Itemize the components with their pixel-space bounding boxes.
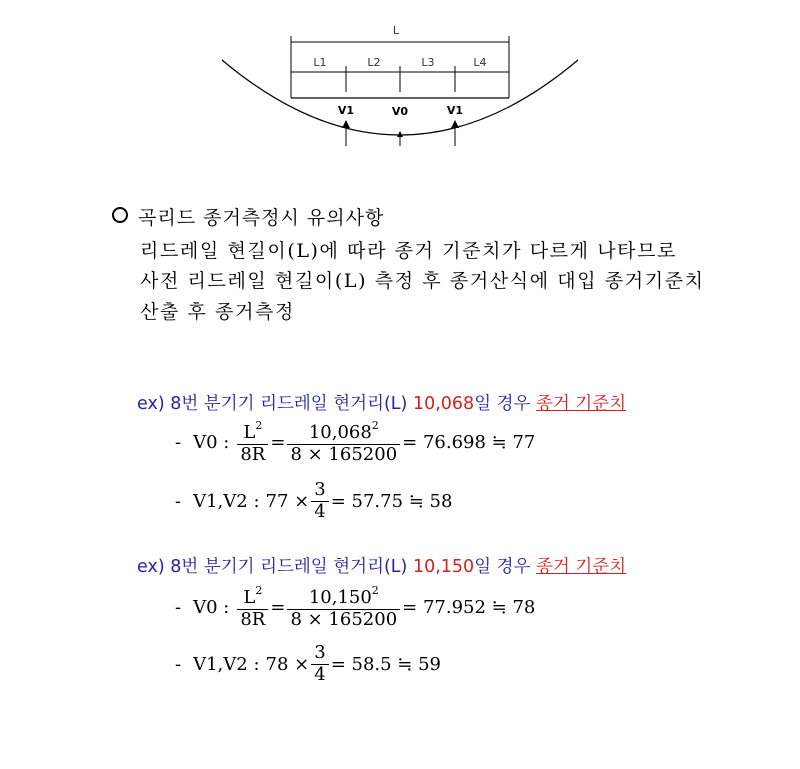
- formula-dash: -: [175, 490, 182, 512]
- frac-denominator: 8R: [237, 609, 268, 631]
- total-length-label: L: [392, 24, 400, 37]
- segment-label-l3: L3: [421, 56, 435, 69]
- example-1-target: 종거 기준치: [536, 394, 627, 414]
- example-2-middle: 일 경우: [474, 557, 537, 577]
- frac-exponent: 2: [255, 584, 263, 597]
- circle-bullet-icon: [112, 207, 128, 223]
- segment-label-l1: L1: [313, 56, 327, 69]
- body-line-2: 사전 리드레일 현길이(L) 측정 후 종거산식에 대입 종거기준치: [140, 270, 705, 292]
- fraction-value: [287, 420, 400, 465]
- example-1-line: [137, 390, 626, 415]
- example-1-v0-formula: [175, 420, 535, 465]
- fraction-three-quarters: [311, 643, 328, 685]
- example-1-v12-formula: [175, 480, 452, 522]
- formula-base: 78 ×: [265, 653, 310, 675]
- frac-numerator: 10,150: [308, 587, 372, 608]
- formula-result: = 77.952 ≒ 78: [402, 597, 536, 619]
- fraction-three-quarters: [311, 480, 328, 522]
- frac-denominator: 4: [311, 501, 328, 523]
- formula-result: = 76.698 ≒ 77: [402, 432, 536, 454]
- arrow-right: [451, 120, 459, 146]
- frac-numerator: 3: [314, 479, 326, 500]
- frac-numerator: L: [243, 422, 256, 443]
- heading-text: 곡리드 종거측정시 유의사항: [138, 207, 385, 229]
- example-2-line: [137, 553, 626, 578]
- frac-exponent: 2: [371, 584, 379, 597]
- formula-label: V1,V2 :: [193, 653, 260, 675]
- formula-label: V0 :: [193, 432, 230, 454]
- frac-denominator: 4: [311, 664, 328, 686]
- frac-denominator: 8R: [237, 444, 268, 466]
- formula-dash: -: [175, 653, 182, 675]
- example-1-middle: 일 경우: [474, 394, 537, 414]
- frac-denominator: 8 × 165200: [287, 609, 400, 631]
- arrow-center: [397, 131, 403, 146]
- example-2-v12-formula: [175, 643, 441, 685]
- point-label-v0: V0: [391, 105, 409, 118]
- equals-sign: =: [270, 432, 286, 454]
- fraction-value: [287, 585, 400, 630]
- formula-result: = 57.75 ≒ 58: [330, 490, 453, 512]
- example-2-v0-formula: [175, 585, 535, 630]
- formula-label: V1,V2 :: [193, 490, 260, 512]
- segment-label-l4: L4: [473, 56, 487, 69]
- example-2-prefix: ex) 8번 분기기 리드레일 현거리(L): [137, 557, 413, 577]
- example-2-length: 10,150: [412, 557, 475, 577]
- frac-numerator: 3: [314, 642, 326, 663]
- formula-result: = 58.5 ≒ 59: [330, 653, 441, 675]
- arrow-left: [342, 120, 350, 146]
- body-line-3: 산출 후 종거측정: [140, 301, 295, 323]
- fraction-l-squared-over-8r: [237, 585, 268, 630]
- frac-numerator: L: [243, 587, 256, 608]
- formula-dash: -: [175, 432, 182, 454]
- example-1-length: 10,068: [412, 394, 475, 414]
- example-2-target: 종거 기준치: [536, 557, 627, 577]
- frac-exponent: 2: [371, 419, 379, 432]
- fraction-l-squared-over-8r: [237, 420, 268, 465]
- point-label-v1-left: V1: [337, 104, 355, 117]
- body-line-1: 리드레일 현길이(L)에 따라 종거 기준치가 다르게 나타므로: [140, 240, 678, 262]
- formula-dash: -: [175, 597, 182, 619]
- frac-denominator: 8 × 165200: [287, 444, 400, 466]
- point-label-v1-right: V1: [446, 104, 464, 117]
- frac-exponent: 2: [255, 419, 263, 432]
- formula-base: 77 ×: [265, 490, 310, 512]
- curve-diagram: [0, 0, 800, 160]
- example-1-prefix: ex) 8번 분기기 리드레일 현거리(L): [137, 394, 413, 414]
- section-heading: [112, 203, 384, 230]
- equals-sign: =: [270, 597, 286, 619]
- segment-label-l2: L2: [367, 56, 381, 69]
- frac-numerator: 10,068: [308, 422, 372, 443]
- formula-label: V0 :: [193, 597, 230, 619]
